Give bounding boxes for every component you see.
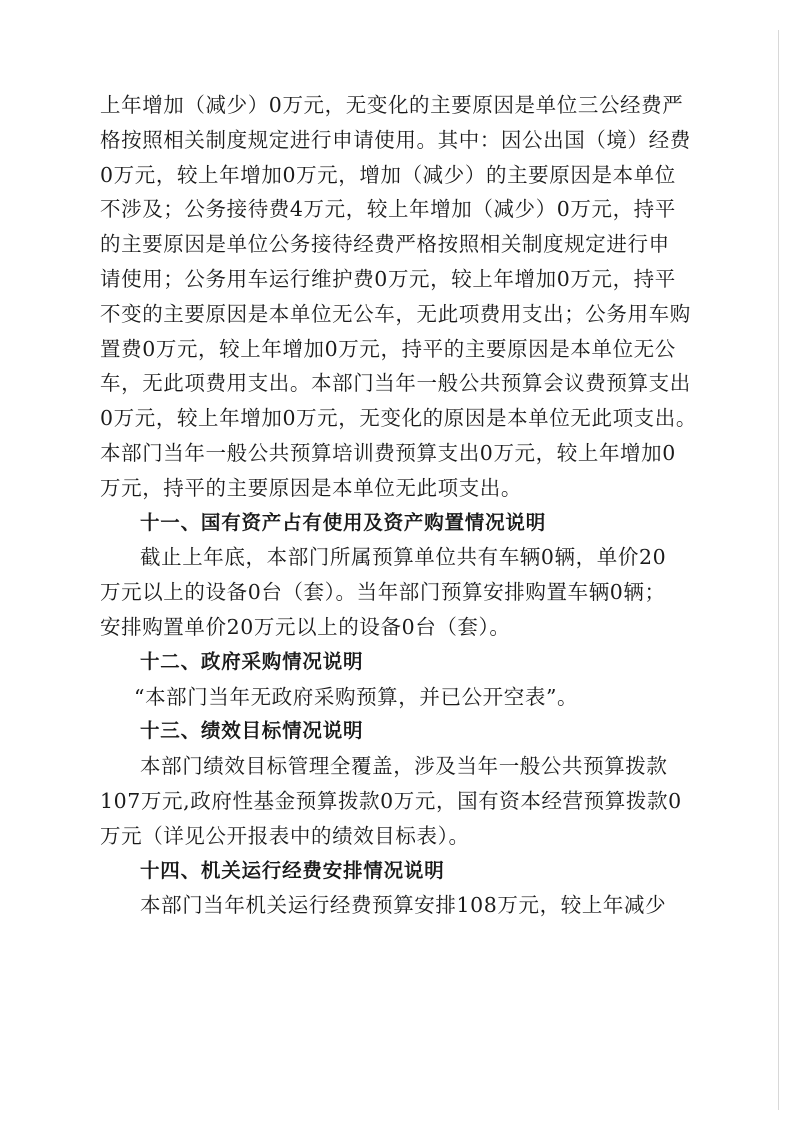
text-line: 不涉及；公务接待费4万元，较上年增加（减少）0万元，持平 bbox=[100, 197, 676, 222]
section-heading-assets: 十一、国有资产占有使用及资产购置情况说明 bbox=[140, 510, 547, 534]
text-line: 万元，持平的主要原因是本单位无此项支出。 bbox=[100, 475, 522, 500]
text-line: 置费0万元，较上年增加0万元，持平的主要原因是本单位无公 bbox=[100, 336, 676, 361]
text-line: 0万元，较上年增加0万元，增加（减少）的主要原因是本单位 bbox=[100, 162, 676, 187]
section-heading-performance: 十三、绩效目标情况说明 bbox=[140, 719, 364, 743]
text-line: 107万元,政府性基金预算拨款0万元，国有资本经营预算拨款0 bbox=[100, 788, 682, 813]
text-line: 格按照相关制度规定进行申请使用。其中：因公出国（境）经费 bbox=[100, 127, 691, 152]
text-line: 上年增加（减少）0万元，无变化的主要原因是单位三公经费严 bbox=[100, 93, 684, 117]
text-line: 不变的主要原因是本单位无公车，无此项费用支出；公务用车购 bbox=[100, 301, 691, 326]
text-line: 万元以上的设备0台（套）。当年部门预算安排购置车辆0辆； bbox=[100, 580, 666, 605]
text-line: 本部门当年机关运行经费预算安排108万元，较上年减少 bbox=[140, 893, 667, 918]
text-line: 车，无此项费用支出。本部门当年一般公共预算会议费预算支出 bbox=[100, 371, 691, 396]
text-line: 请使用；公务用车运行维护费0万元，较上年增加0万元，持平 bbox=[100, 266, 676, 291]
text-line: 本部门绩效目标管理全覆盖，涉及当年一般公共预算拨款 bbox=[140, 754, 668, 779]
text-line: 截止上年底，本部门所属预算单位共有车辆0辆，单价20 bbox=[140, 545, 667, 570]
text-line: 安排购置单价20万元以上的设备0台（套）。 bbox=[100, 614, 511, 639]
document-page bbox=[100, 88, 695, 923]
text-line: 0万元，较上年增加0万元，无变化的原因是本单位无此项支出。 bbox=[100, 406, 697, 431]
text-line: 本部门当年一般公共预算培训费预算支出0万元，较上年增加0 bbox=[100, 440, 676, 465]
section-heading-operating-funds: 十四、机关运行经费安排情况说明 bbox=[140, 858, 445, 882]
text-line: “本部门当年无政府采购预算，并已公开空表”。 bbox=[134, 684, 579, 709]
text-line: 的主要原因是单位公务接待经费严格按照相关制度规定进行申 bbox=[100, 232, 670, 257]
section-heading-procurement: 十二、政府采购情况说明 bbox=[140, 649, 364, 673]
text-line: 万元（详见公开报表中的绩效目标表）。 bbox=[100, 823, 470, 848]
scan-edge-line bbox=[778, 30, 779, 1110]
